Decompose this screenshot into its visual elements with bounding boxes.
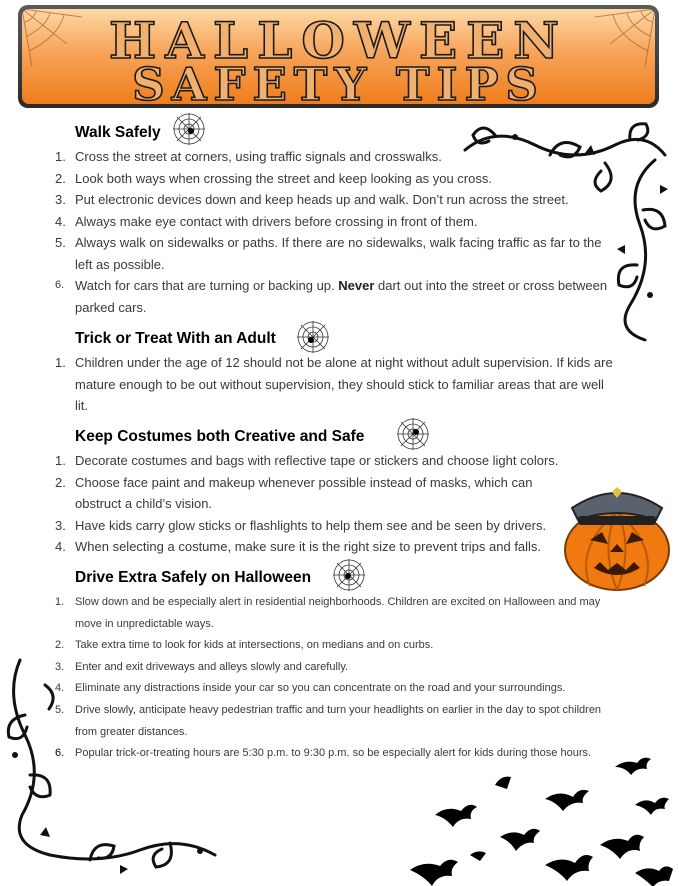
list-item: 3. Have kids carry glow sticks or flashlights to help them see and be seen by drivers.	[55, 517, 547, 533]
spiderweb-icon	[332, 558, 366, 592]
section-title-trick-or-treat: Trick or Treat With an Adult	[75, 330, 276, 347]
spiderweb-icon	[396, 417, 430, 451]
list-item: 1. Children under the age of 12 should not be alone at night without adult supervision. If kids are mature enough to be out without supervision, they should stick to familiar areas that are well lit.	[55, 355, 613, 413]
list-item: 6. Popular trick-or-treating hours are 5:30 p.m. to 9:30 p.m. so be especially alert for kids during those hours.	[55, 747, 592, 760]
section-title-drive-safely: Drive Extra Safely on Halloween	[75, 569, 312, 586]
banner-title-line-1: HALLOWEEN	[109, 11, 568, 70]
title-banner-inner	[22, 9, 655, 104]
spiderweb-icon	[172, 112, 206, 146]
list-item: 4. Always make eye contact with drivers before crossing in front of them.	[55, 213, 478, 229]
list-item: 1. Cross the street at corners, using traffic signals and crosswalks.	[55, 149, 442, 164]
list-item: 4. When selecting a costume, make sure it is the right size to prevent trips and falls.	[55, 539, 542, 554]
trick-or-treat-list	[0, 352, 615, 417]
drive-safely-list	[0, 592, 615, 765]
section-title-costumes: Keep Costumes both Creative and Safe	[75, 428, 365, 445]
spiderweb-icon	[296, 320, 330, 354]
list-item: 5. Always walk on sidewalks or paths. If there are no sidewalks, walk facing traffic as far to the left as possible.	[55, 235, 602, 272]
list-item: 1. Slow down and be especially alert in residential neighborhoods. Children are excited on Halloween and may move in unpredictable ways.	[55, 596, 601, 630]
section-title-walk-safely: Walk Safely	[75, 124, 161, 141]
list-item: 6. Watch for cars that are turning or backing up. Never dart out into the street or cross between parked cars.	[55, 278, 608, 315]
list-item: 2. Choose face paint and makeup whenever possible instead of masks, which can obstruct a child’s vision.	[55, 474, 533, 511]
walk-safely-list	[0, 146, 615, 318]
list-item: 3. Enter and exit driveways and alleys slowly and carefully.	[55, 660, 349, 673]
list-item: 4. Eliminate any distractions inside your car so you can concentrate on the road and your surroundings.	[55, 682, 566, 695]
title-banner	[18, 5, 659, 108]
list-item: 2. Look both ways when crossing the street and keep looking as you cross.	[55, 170, 492, 186]
spiderweb-corner-icon	[22, 9, 82, 69]
list-item: 5. Drive slowly, anticipate heavy pedestrian traffic and turn your headlights on earlier in the day to spot children from greater distances.	[55, 703, 602, 738]
list-item: 3. Put electronic devices down and keep heads up and walk. Don’t run across the street.	[55, 192, 569, 207]
banner-title-line-2: SAFETY TIPS	[132, 58, 545, 104]
costumes-list	[0, 450, 615, 558]
bats-icon	[395, 755, 679, 886]
spiderweb-corner-icon	[595, 9, 655, 69]
list-item: 2. Take extra time to look for kids at intersections, on medians and on curbs.	[55, 639, 434, 652]
list-item: 1. Decorate costumes and bags with reflective tape or stickers and choose light colors.	[55, 453, 559, 468]
